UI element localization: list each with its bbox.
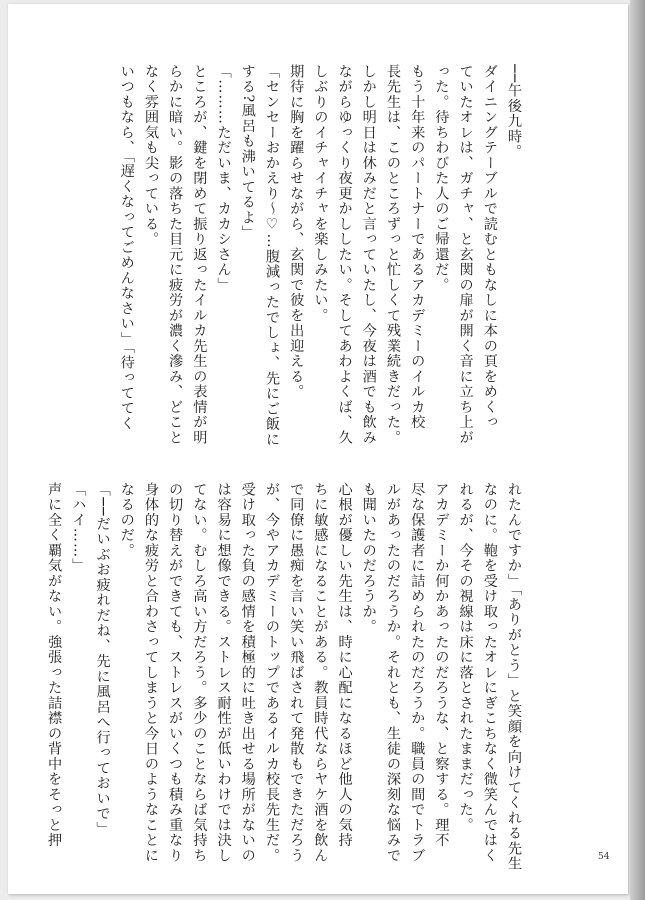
text-line: ──午後九時。 bbox=[506, 64, 522, 160]
text-line: なるのだ。 bbox=[118, 482, 135, 559]
text-line: で同僚に愚痴を言い笑い飛ばされて発散もできただろう bbox=[288, 482, 305, 864]
text-line: 期待に胸を躍らせながら、玄関で彼を出迎える。 bbox=[288, 64, 305, 400]
text-line: アカデミーか何かあったのだろうな、と察する。理不 bbox=[433, 482, 450, 848]
text-line: いつもなら、「遅くなってごめんなさい」「待っててく bbox=[118, 64, 135, 432]
text-line: てない。むしろ高い方だろう。多少のことならば気持ち bbox=[191, 482, 208, 864]
text-line: は容易に想像できる。ストレス耐性が低いわけでは決し bbox=[215, 482, 232, 864]
text-line: なのに。鞄を受け取ったオレにぎこちなく微笑んではく bbox=[481, 482, 498, 864]
text-block-top bbox=[96, 64, 526, 448]
text-line: 尽な保護者に詰められたのだろうか。職員の間でトラブ bbox=[409, 482, 426, 864]
text-line: 受け取った負の感情を積極的に吐き出せる場所がないの bbox=[239, 482, 256, 864]
text-line: れるが、今その視線は床に落とされたままだった。 bbox=[457, 482, 474, 833]
text-line: ルがあったのだろうか。それとも、生徒の深刻な悩みで bbox=[384, 482, 401, 864]
text-line: 「………ただいま、カカシさん」 bbox=[215, 64, 232, 293]
text-line: もう十年来のパートナーであるアカデミーのイルカ校 bbox=[409, 64, 426, 430]
text-line: しかし明日は休みだと言っていたし、今夜は酒でも飲み bbox=[360, 64, 377, 446]
text-line: しぶりのイチャイチャを楽しみたい。 bbox=[312, 64, 329, 324]
text-line: の切り替えができても、ストレスがいくつも積み重なり bbox=[167, 482, 184, 864]
text-line: らかに暗い。影の落ちた目元に疲労が濃く滲み、どこと bbox=[167, 64, 184, 446]
text-line: する?風呂も沸いてるよ」 bbox=[239, 64, 256, 241]
book-page bbox=[8, 4, 628, 894]
text-line: ながらゆっくり夜更かししたい。そしてあわよくば、久 bbox=[336, 64, 353, 446]
text-line: 声に全く覇気がない。強張った詰襟の背中をそっと押 bbox=[46, 482, 63, 848]
text-line: も聞いたのだろうか。 bbox=[360, 482, 377, 635]
page-number: 54 bbox=[598, 852, 610, 862]
text-line: 「──だいぶお疲れだね、先に風呂へ行っておいで」 bbox=[94, 482, 111, 837]
text-line: 「ハイ……」 bbox=[70, 482, 87, 574]
text-line: ところが、鍵を閉めて振り返ったイルカ先生の表情が明 bbox=[191, 64, 208, 446]
text-line: ていたオレは、ガチャ、と玄関の扉が開く音に立ち上が bbox=[457, 64, 474, 446]
text-line: 長先生は、このところずっと忙しくて残業続きだった。 bbox=[384, 64, 401, 446]
text-line: ダイニングテーブルで読むともなしに本の頁をめくっ bbox=[481, 64, 498, 430]
text-line: ちに敏感になることがある。教員時代ならヤケ酒を飲ん bbox=[312, 482, 329, 864]
text-line: が、今やアカデミーのトップであるイルカ校長先生だ。 bbox=[263, 482, 280, 864]
text-block-bottom bbox=[46, 482, 526, 872]
text-line: った。待ちわびた人のご帰還だ。 bbox=[433, 64, 450, 293]
text-line: なく雰囲気も尖っている。 bbox=[142, 64, 159, 247]
page-edge-shadow bbox=[630, 0, 645, 900]
text-line: 心根が優しい先生は、時に心配になるほど他人の気持 bbox=[336, 482, 353, 848]
text-line: 身体的な疲労と合わさってしまうと今日のようなことに bbox=[142, 482, 159, 864]
text-line: れたんですか」「ありがとう」と笑顔を向けてくれる先生 bbox=[506, 482, 522, 872]
text-line: 「センセーおかえり〜♡…腹減ったでしょ、先にご飯に bbox=[263, 64, 280, 448]
